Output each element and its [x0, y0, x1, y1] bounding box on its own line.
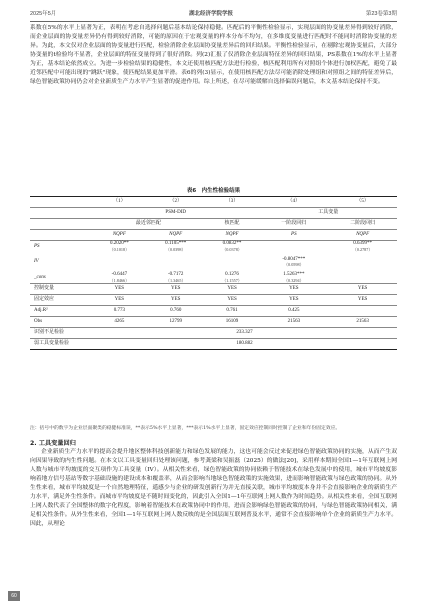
coef-cell: 0.6399** （0.2787）: [352, 241, 373, 252]
subgroup-kernel: 核匹配: [205, 219, 260, 230]
depvar: NQPF: [92, 230, 147, 241]
table-cell: 0.761: [205, 306, 260, 317]
table-note: 注：括号中的数字为企业层面聚类的稳健标准误，**表示5%水平上显著，***表示1%水平上显著，固定效应控制同时控制了企业和年份固定效应。: [30, 426, 341, 431]
subgroup-nearest-neighbor: 最近邻匹配: [92, 219, 205, 230]
header-date: 2025年5月: [30, 11, 57, 17]
coef-cell: [147, 252, 205, 272]
group-psm-did: PSM-DID: [92, 208, 259, 219]
table-cell: 0.773: [92, 306, 147, 317]
table-cell: 4265: [92, 317, 147, 328]
table-cell: 0.760: [147, 306, 205, 317]
table-caption: 表6 内生性检验结果: [186, 188, 241, 194]
coef-cell: 0.0832** （0.0378）: [222, 241, 242, 252]
row-label-iv: IV: [34, 259, 39, 265]
section-heading: 2. 工具变量回归: [30, 440, 76, 447]
row-label-underid: 识别不足检验: [30, 328, 92, 339]
paragraph: 系数在5%的水平上显著为正，表明在考虑自选择问题后基本结论保持稳健。匹配后的平衡性检验显示，实现层面的协变量差异得到较好消除，而企业层面的协变量差异仍有得到较好消除，可能的原因在于宏观变量的样本分布不均匀，在多维度变量进行匹配时不能同时消除协变量的差异。为此，本文仅对企业层面的协变量进行匹配，检验消除企业层面协变量差异后的回归结果。平衡性检验显示，在剔除宏观协变量后，大部分协变量的t检验均不显著，企业层面的特征变量得到了很好消除。列(2)汇报了仅消除企业层面特征差异的回归结果，PS系数在1%的水平上显著为正，基本结论依然成立。为进一步检验结果的稳健性，本文还使用核匹配方法进行检验，核匹配利用所有对照组个体进行加权匹配，避免了最近邻匹配中可能出现的"跳跃"现象，使匹配结果更加平滑。表6的列(3)显示，在使用核匹配方法尽可能消除处理组和对照组之间的特征差异后，绿色智能政策协同仍会对企业新质生产力水平产生显著的促进作用。综上所述，在尽可能缓解自选择偏误问题后，本文基本结论保持不变。: [30, 25, 397, 85]
coef-cell: [328, 272, 397, 284]
coef-cell: [92, 252, 147, 272]
coef-cell: 1.5263*** （0.3294）: [259, 272, 328, 284]
body-text-top: [30, 24, 397, 87]
underid-value: 233.327: [92, 328, 397, 339]
group-iv: 工具变量: [259, 208, 397, 219]
subgroup-stage2: 二阶段回归: [328, 219, 397, 230]
row-label-obs: Obs: [30, 317, 92, 328]
coef-cell: [328, 252, 397, 272]
coef-cell: -0.7172 （1.3465）: [147, 272, 205, 284]
paragraph: 企业新质生产力水平的提高会提升地区整体科技创新能力和绿色发展的能力，这也可能会反过来促进绿色智能政策协同的实施，从而产生双向因果导致的内生性问题。在本文以工具变量回归处理该问题，参考龚梁和吴振磊（2025）的做法[20]，采用样本期间全国1—1年互联网上网人数与城市平均坡度的交互项作为工具变量（IV）。从相关性来看，绿色智能政策的协同依赖于智能技术在绿色发展中的使用，城市平均坡度影响着地方信号基站等数字基础设施的建设成本和覆盖率，从而会影响当地绿色智能政策的实施效果，进而影响智能政策与绿色政策的协同。从外生性来看，城市平均坡度是一个自然地理特征，遥感少与企业的研发创新行为并无直接关联，城市平均坡度本身并不会直接影响企业的新质生产力水平，满足外生性条件。而城市平均坡度是不随时间变化的，因此引入全国1—1年互联网上网人数作为时间趋势。从相关性来看，全国互联网上网人数代表了全国整体的数字化程度，影响着智能技术在政策协同中的作用，进而会影响绿色智能政策的协同，与绿色智能政策协同相关，满足相关性条件。从外生性来看，全国1—1年互联网上网人数反映的是全国层面互联网普及水平，通常不会直接影响单个企业的新质生产力水平。因此，从理论: [30, 449, 397, 527]
depvar: PS: [259, 230, 328, 241]
table-cell: [328, 306, 397, 317]
depvar: NQPF: [328, 230, 397, 241]
running-header: [30, 8, 397, 22]
depvar: NQPF: [147, 230, 205, 241]
col-number: （3）: [205, 197, 260, 208]
table-cell: YES: [92, 284, 147, 295]
page-number: 60: [8, 591, 20, 601]
table-cell: 12799: [147, 317, 205, 328]
weak-iv-value: 180.882: [92, 339, 397, 350]
body-text-bottom: [30, 448, 397, 529]
row-label-r2: Adj.R²: [30, 306, 92, 317]
table-cell: 21563: [259, 317, 328, 328]
col-number: （4）: [259, 197, 328, 208]
col-number: （1）: [92, 197, 147, 208]
row-label-weak-iv: 弱工具变量检验: [30, 339, 92, 350]
coef-cell: -0.8047*** （0.0598）: [282, 256, 306, 267]
regression-table: [30, 196, 397, 350]
coef-cell: 0.2020** （0.1018）: [109, 241, 130, 252]
table-cell: YES: [259, 284, 328, 295]
row-label-controls: 控制变量: [30, 284, 92, 295]
table-cell: YES: [147, 295, 205, 306]
table-cell: YES: [328, 295, 397, 306]
table-cell: YES: [205, 284, 260, 295]
depvar: NQPF: [205, 230, 260, 241]
header-issue: 第23卷第3期: [365, 11, 397, 17]
header-journal: 湖北经济学院学报: [189, 11, 234, 17]
row-label-ps: PS: [34, 243, 40, 249]
subgroup-stage1: 一阶段回归: [259, 219, 328, 230]
table-cell: 0.425: [259, 306, 328, 317]
table-cell: YES: [147, 284, 205, 295]
table-cell: YES: [205, 295, 260, 306]
table-cell: 16109: [205, 317, 260, 328]
table-cell: YES: [259, 295, 328, 306]
row-label-cons: _cons: [30, 272, 92, 284]
row-label-fixed-effects: 固定效应: [30, 295, 92, 306]
col-number: （5）: [328, 197, 397, 208]
coef-cell: [259, 241, 328, 253]
table-cell: 21563: [328, 317, 397, 328]
table-cell: YES: [92, 295, 147, 306]
coef-cell: [205, 252, 260, 272]
col-number: （2）: [147, 197, 205, 208]
coef-cell: 0.1105*** （0.0398）: [165, 241, 187, 252]
coef-cell: 0.1276 （1.1557）: [205, 272, 260, 284]
table-cell: YES: [328, 284, 397, 295]
coef-cell: -0.6447 （1.8466）: [92, 272, 147, 284]
